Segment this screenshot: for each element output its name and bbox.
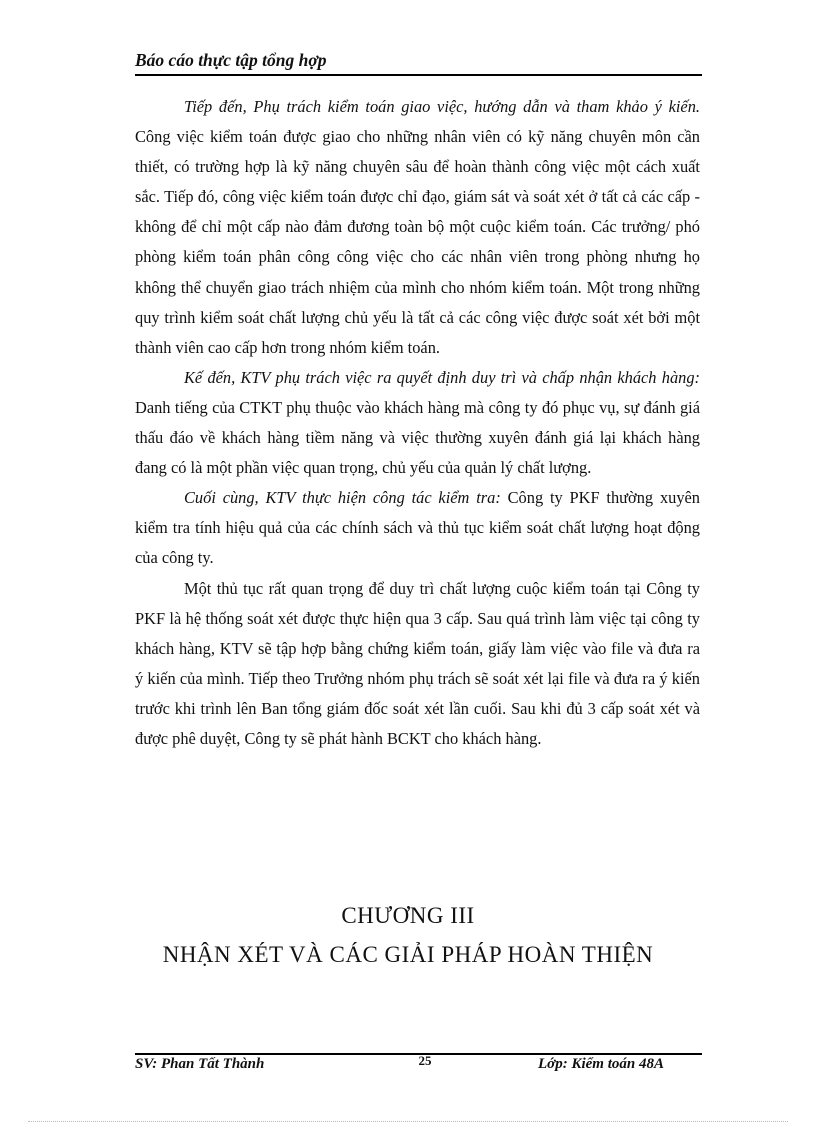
paragraph-lead: Tiếp đến, Phụ trách kiểm toán giao việc, hướng dẫn và tham khảo ý kiến. — [184, 97, 700, 116]
paragraph-text: Công việc kiểm toán được giao cho những nhân viên có kỹ năng chuyên môn cần thiết, có trường hợp là kỹ năng chuyên sâu để hoàn thành công việc một cách xuất sắc. Tiếp đó, công việc kiểm toán được chỉ đạo, giám sát và soát xét ở tất cả các cấp - không để chỉ một cấp nào đảm đương toàn bộ một cuộc kiểm toán. Các trưởng/ phó phòng kiểm toán phân công công việc cho các nhân viên trong phòng nhưng họ không thể chuyển giao trách nhiệm của mình cho nhóm kiểm toán. Một trong những quy trình kiểm soát chất lượng chủ yếu là tất cả các công việc được soát xét bởi một thành viên cao cấp hơn trong nhóm kiểm toán. — [135, 127, 700, 357]
page-edge-divider — [28, 1121, 788, 1122]
page-header — [135, 50, 702, 76]
header-title: Báo cáo thực tập tổng hợp — [135, 50, 327, 70]
page-number: 25 — [418, 1053, 432, 1068]
paragraph-text: Công ty PKF thường xuyên kiểm tra tính hiệu quả của các chính sách và thủ tục kiểm soát chất lượng hoạt động của công ty. — [135, 488, 700, 568]
body-text — [135, 92, 700, 754]
paragraph-text: Danh tiếng của CTKT phụ thuộc vào khách hàng mà công ty đó phục vụ, sự đánh giá thấu đáo về khách hàng tiềm năng và việc thường xuyên đánh giá lại khách hàng đang có là một phần việc quan trọng, chủ yếu của quản lý chất lượng. — [135, 397, 700, 478]
paragraph — [135, 483, 700, 573]
footer-class: Lớp: Kiểm toán 48A — [538, 1056, 664, 1072]
paragraph — [135, 574, 700, 755]
footer-student: SV: Phan Tất Thành — [135, 1056, 265, 1072]
chapter-number: CHƯƠNG III — [341, 903, 475, 928]
paragraph — [135, 363, 700, 483]
paragraph-text: Một thủ tục rất quan trọng để duy trì chất lượng cuộc kiểm toán tại Công ty PKF là hệ thống soát xét được thực hiện qua 3 cấp. Sau quá trình làm việc tại công ty khách hàng, KTV sẽ tập hợp bằng chứng kiểm toán, giấy làm việc vào file và đưa ra ý kiến của mình. Tiếp theo Trưởng nhóm phụ trách sẽ soát xét lại file và đưa ra ý kiến trước khi trình lên Ban tổng giám đốc soát xét lần cuối. Sau khi đủ 3 cấp soát xét và được phê duyệt, Công ty sẽ phát hành BCKT cho khách hàng. — [135, 578, 700, 748]
paragraph-lead: Cuối cùng, KTV thực hiện công tác kiểm tra: — [184, 488, 501, 508]
paragraph — [135, 92, 700, 363]
paragraph-lead: Kế đến, KTV phụ trách việc ra quyết định duy trì và chấp nhận khách hàng: — [184, 367, 700, 387]
chapter-title: NHẬN XÉT VÀ CÁC GIẢI PHÁP HOÀN THIỆN — [162, 942, 654, 967]
